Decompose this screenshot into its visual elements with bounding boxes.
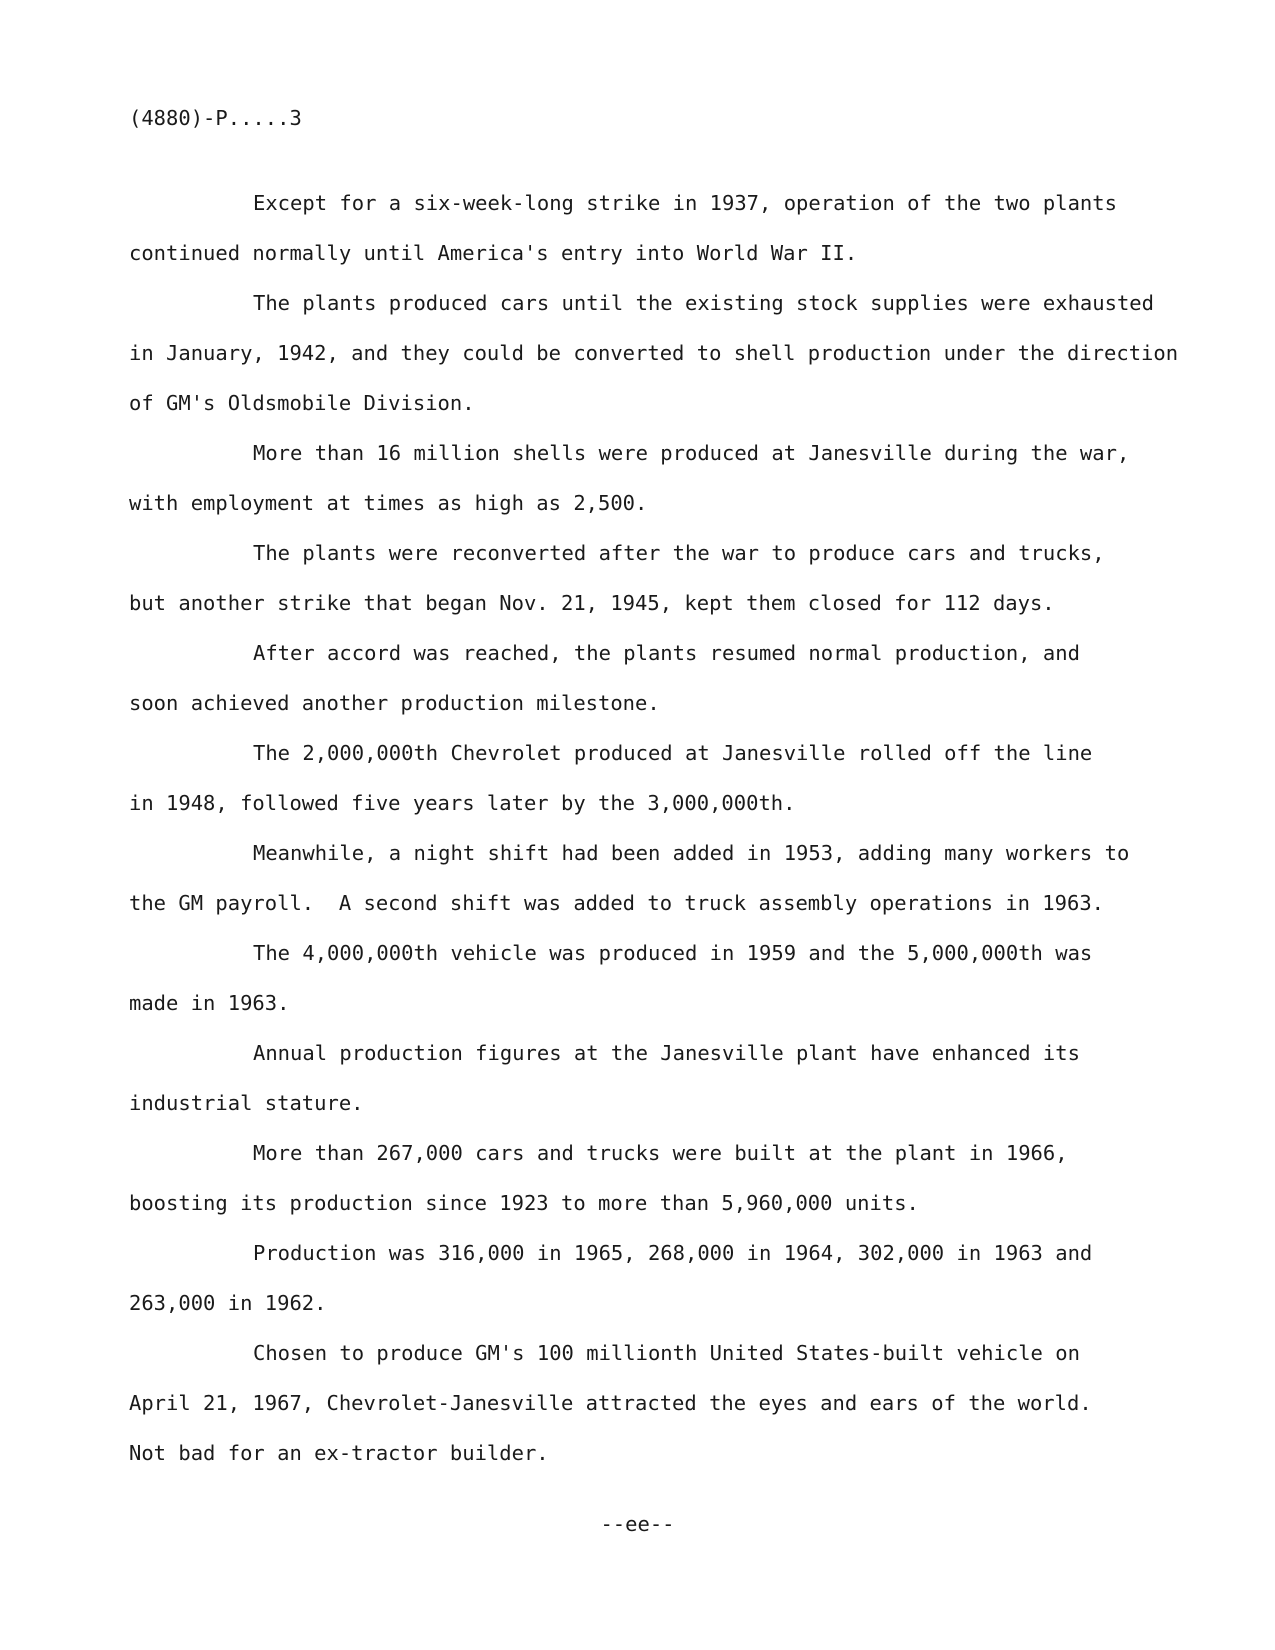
page-reference: (4880)-P.....3 <box>129 106 302 130</box>
text-line: After accord was reached, the plants resumed normal production, and <box>253 641 1080 665</box>
text-line: the GM payroll. A second shift was added to truck assembly operations in 1963. <box>129 891 1105 915</box>
paragraph <box>129 1128 1199 1228</box>
text-line: The 2,000,000th Chevrolet produced at Janesville rolled off the line <box>253 741 1093 765</box>
text-line: Production was 316,000 in 1965, 268,000 in 1964, 302,000 in 1963 and <box>253 1241 1093 1265</box>
text-line: soon achieved another production milestone. <box>129 691 660 715</box>
text-line: More than 16 million shells were produced at Janesville during the war, <box>253 441 1130 465</box>
text-line: More than 267,000 cars and trucks were built at the plant in 1966, <box>253 1141 1068 1165</box>
paragraph <box>129 1228 1199 1328</box>
text-line: The plants produced cars until the existing stock supplies were exhausted <box>253 291 1154 315</box>
text-line: Meanwhile, a night shift had been added in 1953, adding many workers to <box>253 841 1130 865</box>
text-line: 263,000 in 1962. <box>129 1291 327 1315</box>
paragraph <box>129 178 1199 278</box>
text-line: Annual production figures at the Janesville plant have enhanced its <box>253 1041 1080 1065</box>
text-line: with employment at times as high as 2,500. <box>129 491 648 515</box>
text-line: The plants were reconverted after the war to produce cars and trucks, <box>253 541 1105 565</box>
text-line: made in 1963. <box>129 991 290 1015</box>
text-line: The 4,000,000th vehicle was produced in 1959 and the 5,000,000th was <box>253 941 1093 965</box>
text-line: Chosen to produce GM's 100 millionth United States-built vehicle on <box>253 1341 1080 1365</box>
paragraph <box>129 828 1199 928</box>
text-line: April 21, 1967, Chevrolet-Janesville attracted the eyes and ears of the world. <box>129 1391 1092 1415</box>
text-line: Except for a six-week-long strike in 1937, operation of the two plants <box>253 191 1117 215</box>
paragraph <box>129 728 1199 828</box>
text-line: in 1948, followed five years later by the 3,000,000th. <box>129 791 796 815</box>
end-mark: --ee-- <box>600 1512 675 1536</box>
text-line: boosting its production since 1923 to more than 5,960,000 units. <box>129 1191 919 1215</box>
text-line: in January, 1942, and they could be converted to shell production under the direction <box>129 341 1179 365</box>
paragraph <box>129 1328 1199 1478</box>
text-line: but another strike that began Nov. 21, 1945, kept them closed for 112 days. <box>129 591 1055 615</box>
paragraph <box>129 628 1199 728</box>
paragraph <box>129 928 1199 1028</box>
text-line: industrial stature. <box>129 1091 364 1115</box>
text-line: Not bad for an ex-tractor builder. <box>129 1441 549 1465</box>
text-line: of GM's Oldsmobile Division. <box>129 391 475 415</box>
paragraph <box>129 278 1199 428</box>
document-body <box>129 178 1199 1478</box>
paragraph <box>129 1028 1199 1128</box>
text-line: continued normally until America's entry into World War II. <box>129 241 858 265</box>
paragraph <box>129 428 1199 528</box>
paragraph <box>129 528 1199 628</box>
